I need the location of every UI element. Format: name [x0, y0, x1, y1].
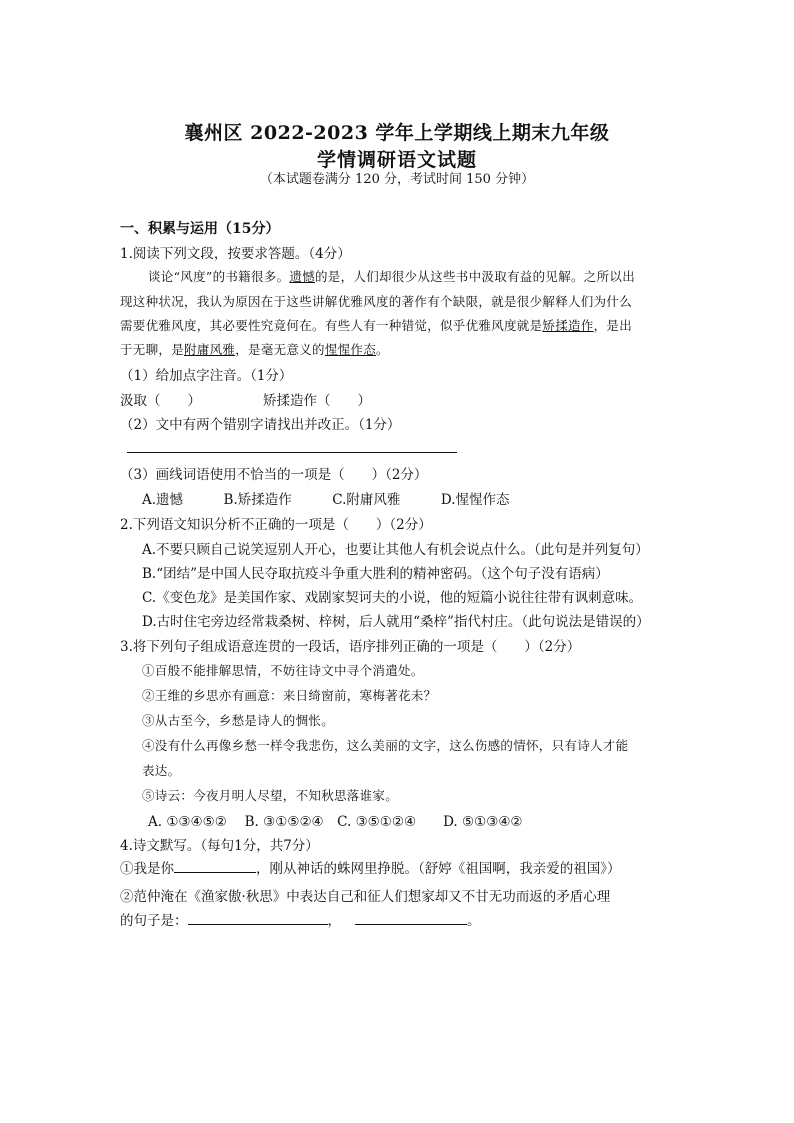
passage-text: 需要优雅风度，其必要性究竟何在。有些人有一种错觉，似乎优雅风度就是: [120, 318, 543, 333]
sentence-1: ①百般不能排解思情，不妨往诗文中寻个消遣处。: [142, 663, 424, 678]
recitation-text: ，刚从神话的蛛网里挣脱。（舒婷《祖国啊，我亲爱的祖国》）: [256, 861, 621, 877]
fill-blank[interactable]: [174, 858, 256, 873]
exam-title: 襄州区 2022-2023 学年上学期线上期末九年级: [184, 122, 610, 144]
recitation-text: ，: [327, 913, 341, 929]
sentence-3: ③从古至今，乡愁是诗人的惆怅。: [142, 713, 335, 728]
passage-text: 。: [376, 342, 389, 357]
question-3-stem: 3.将下列句子组成语意连贯的一段话，语序排列正确的一项是（ ）（2分）: [120, 639, 581, 655]
passage-line-2: 现这种状况，我认为原因在于这些讲解优雅风度的著作有个缺限，就是很少解释人们为什么: [120, 294, 633, 309]
recitation-item-2: ②范仲淹在《渔家傲·秋思》中表达自己和征人们想家却又不甘无功而返的矛盾心理: [120, 889, 611, 905]
recitation-item-1: [120, 857, 621, 877]
recitation-text: 的句子是：: [120, 913, 188, 929]
sub-question-3-options: A.遗憾 B.矫揉造作 C.附庸风雅 D.惺惺作态: [142, 492, 510, 508]
sub-question-2: （2）文中有两个错别字请找出并改正。（1分）: [120, 417, 401, 433]
sentence-5: ⑤诗云：今夜月明人尽望，不知秋思落谁家。: [142, 788, 399, 803]
fill-blank[interactable]: [355, 910, 467, 925]
recitation-text: ①我是你: [120, 861, 174, 877]
underlined-word-yihan: 遗憾: [289, 269, 315, 284]
passage-text: ，是毫无意义的: [235, 342, 325, 357]
question-2-stem: 2.下列语文知识分析不正确的一项是（ ）（2分）: [120, 517, 432, 533]
passage-text: 的是，人们却很少从这些书中汲取有益的见解。之所以出: [315, 269, 636, 284]
sentence-4-cont: 表达。: [142, 763, 181, 778]
option-d: D.古时住宅旁边经常栽桑树、梓树，后人就用“桑梓”指代村庄。（此句说法是错误的）: [142, 614, 650, 630]
answer-item-jiaorou[interactable]: 矫揉造作（ ）: [263, 393, 371, 409]
underlined-word-xingxing: 惺惺作态: [324, 342, 377, 357]
sentence-4: ④没有什么再像乡愁一样令我悲伤，这么美丽的文字，这么伤感的情怀，只有诗人才能: [142, 738, 629, 753]
passage-line-3: [120, 316, 632, 334]
passage-text: 于无聊，是: [120, 342, 185, 357]
passage-line-4: [120, 340, 389, 358]
sentence-2: ②王维的乡思亦有画意：来日绮窗前，寒梅著花未？: [142, 688, 437, 703]
recitation-text: 。: [467, 913, 481, 929]
underlined-word-jiaorou: 矫揉造作: [542, 318, 594, 333]
option-a: A.不要只顾自己说笑逗别人开心，也要让其他人有机会说点什么。（此句是并列复句）: [142, 542, 649, 558]
section-heading: 一、积累与运用（15分）: [120, 221, 280, 237]
exam-title-line2: 学情调研语文试题: [316, 149, 477, 171]
answer-item-jiqu[interactable]: 汲取（ ）: [120, 393, 201, 409]
question-4-stem: 4.诗文默写。（每句1分，共7分）: [120, 838, 319, 854]
answer-line[interactable]: [127, 452, 457, 453]
option-b: B.“团结”是中国人民夺取抗疫斗争重大胜利的精神密码。（这个句子没有语病）: [142, 566, 609, 582]
question-1-stem: 1.阅读下列文段，按要求答题。（4分）: [120, 246, 351, 262]
sub-question-3: （3）画线词语使用不恰当的一项是（ ）（2分）: [120, 467, 428, 483]
passage-text: ，是出: [593, 318, 633, 333]
recitation-item-2-answer: [120, 909, 481, 929]
question-3-options: A. ①③④⑤② B. ③①⑤②④ C. ③⑤①②④ D. ⑤①③④②: [148, 814, 523, 830]
fill-blank[interactable]: [188, 910, 328, 925]
option-c: C.《变色龙》是美国作家、戏剧家契诃夫的小说，他的短篇小说往往带有讽刺意味。: [142, 590, 643, 606]
passage-line-1: [148, 267, 635, 285]
passage-text: 谈论“风度”的书籍很多。: [148, 269, 290, 284]
exam-subtitle: （本试题卷满分 120 分，考试时间 150 分钟）: [259, 172, 535, 187]
sub-question-1: （1）给加点字注音。（1分）: [120, 368, 293, 384]
underlined-word-fuyong: 附庸风雅: [184, 342, 236, 357]
